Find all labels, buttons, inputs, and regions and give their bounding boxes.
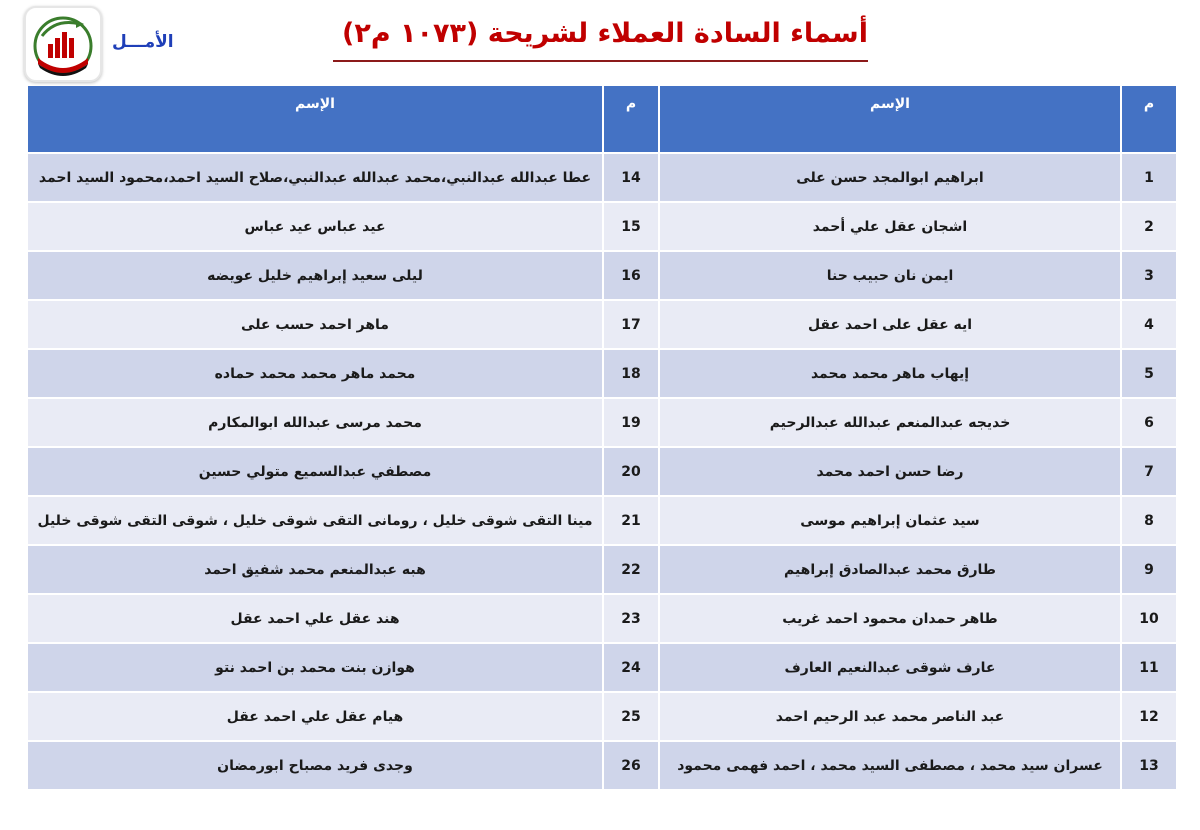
table-row (28, 693, 1176, 740)
table-row (28, 154, 1176, 201)
customer-name: ابراهيم ابوالمجد حسن على (660, 154, 1120, 201)
customer-name: سيد عثمان إبراهيم موسى (660, 497, 1120, 544)
customer-name: إيهاب ماهر محمد محمد (660, 350, 1120, 397)
customer-name: هيام عقل علي احمد عقل (28, 693, 602, 740)
row-number: 6 (1122, 399, 1176, 446)
customer-name: عطا عبدالله عبدالنبي،محمد عبدالله عبدالنبي،صلاح السيد احمد،محمود السيد احمد (28, 154, 602, 201)
table-row (28, 497, 1176, 544)
customer-name: اشجان عقل علي أحمد (660, 203, 1120, 250)
table-row (28, 448, 1176, 495)
row-number: 23 (604, 595, 658, 642)
customer-name: خديجه عبدالمنعم عبدالله عبدالرحيم (660, 399, 1120, 446)
customer-name: محمد مرسى عبدالله ابوالمكارم (28, 399, 602, 446)
row-number: 13 (1122, 742, 1176, 789)
customer-name: طاهر حمدان محمود احمد غريب (660, 595, 1120, 642)
customer-name: عيد عباس عيد عباس (28, 203, 602, 250)
row-number: 8 (1122, 497, 1176, 544)
table-row (28, 644, 1176, 691)
header-num-left: م (604, 86, 658, 152)
customer-name: هند عقل علي احمد عقل (28, 595, 602, 642)
row-number: 20 (604, 448, 658, 495)
company-logo (24, 6, 102, 82)
header-num-right: م (1122, 86, 1176, 152)
table-row (28, 546, 1176, 593)
customer-name: عارف شوقى عبدالنعيم العارف (660, 644, 1120, 691)
customer-name: طارق محمد عبدالصادق إبراهيم (660, 546, 1120, 593)
table-row (28, 595, 1176, 642)
row-number: 14 (604, 154, 658, 201)
row-number: 9 (1122, 546, 1176, 593)
customer-name: هبه عبدالمنعم محمد شفيق احمد (28, 546, 602, 593)
table-row (28, 252, 1176, 299)
table-row (28, 399, 1176, 446)
header-name-left: الإسم (28, 86, 602, 152)
row-number: 25 (604, 693, 658, 740)
table-row (28, 742, 1176, 789)
row-number: 4 (1122, 301, 1176, 348)
customer-name: عسران سيد محمد ، مصطفى السيد محمد ، احمد فهمى محمود (660, 742, 1120, 789)
row-number: 18 (604, 350, 658, 397)
row-number: 15 (604, 203, 658, 250)
row-number: 12 (1122, 693, 1176, 740)
row-number: 21 (604, 497, 658, 544)
row-number: 24 (604, 644, 658, 691)
row-number: 7 (1122, 448, 1176, 495)
customer-name: ليلى سعيد إبراهيم خليل عويضه (28, 252, 602, 299)
row-number: 19 (604, 399, 658, 446)
row-number: 22 (604, 546, 658, 593)
customer-name: ماهر احمد حسب على (28, 301, 602, 348)
title-underline (333, 60, 868, 62)
table-header-row (28, 86, 1176, 152)
brand-name: الأمـــل (112, 32, 174, 52)
logo-emblem-icon (26, 8, 100, 80)
customer-name: مصطفي عبدالسميع متولي حسين (28, 448, 602, 495)
table-row (28, 301, 1176, 348)
customer-name: رضا حسن احمد محمد (660, 448, 1120, 495)
row-number: 3 (1122, 252, 1176, 299)
header-name-right: الإسم (660, 86, 1120, 152)
customers-table (26, 84, 1178, 791)
row-number: 2 (1122, 203, 1176, 250)
customer-name: وجدى فريد مصباح ابورمضان (28, 742, 602, 789)
row-number: 16 (604, 252, 658, 299)
page-title: أسماء السادة العملاء لشريحة (١٠٧٣ م٢) (342, 18, 868, 49)
customer-name: ايه عقل على احمد عقل (660, 301, 1120, 348)
customer-name: مينا التقى شوقى خليل ، رومانى التقى شوقى خليل ، شوقى التقى شوقى خليل (28, 497, 602, 544)
table-row (28, 350, 1176, 397)
customer-name: عبد الناصر محمد عبد الرحيم احمد (660, 693, 1120, 740)
row-number: 11 (1122, 644, 1176, 691)
table-row (28, 203, 1176, 250)
row-number: 26 (604, 742, 658, 789)
row-number: 10 (1122, 595, 1176, 642)
row-number: 1 (1122, 154, 1176, 201)
row-number: 17 (604, 301, 658, 348)
row-number: 5 (1122, 350, 1176, 397)
customer-name: ايمن نان حبيب حنا (660, 252, 1120, 299)
customer-name: هوازن بنت محمد بن احمد نتو (28, 644, 602, 691)
customer-name: محمد ماهر محمد محمد حماده (28, 350, 602, 397)
